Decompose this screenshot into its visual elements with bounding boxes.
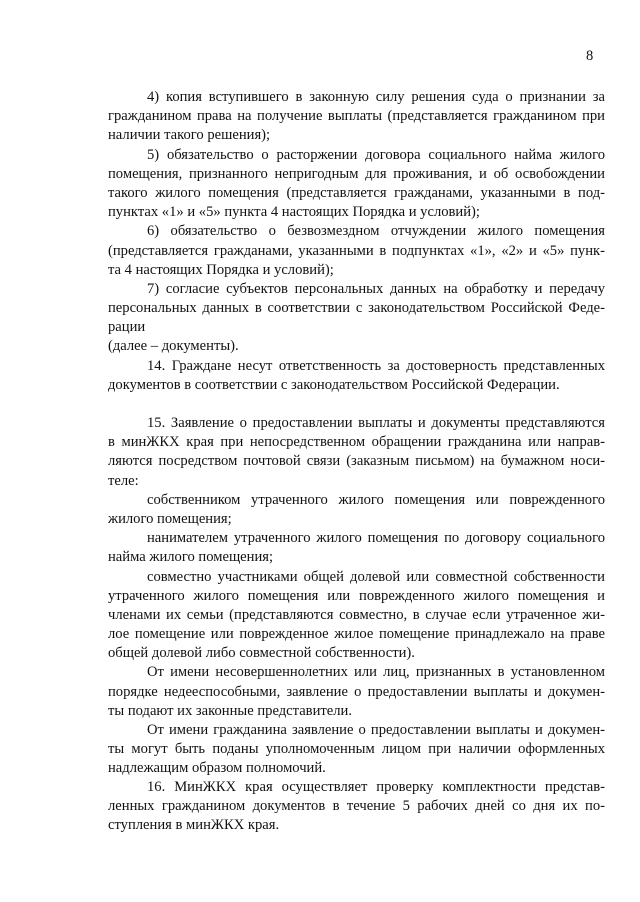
paragraph-16 xyxy=(108,778,605,836)
text-line: ляются посредством почтовой связи (заказным письмом) на бумажном носи- xyxy=(108,453,605,470)
paragraph-15 xyxy=(108,414,605,779)
text-line: (далее – документы). xyxy=(108,338,239,355)
text-line: ленных гражданином документов в течение 5 рабочих дней со дня их по- xyxy=(108,798,605,815)
text-line: документов в соответствии с законодательством Российской Федерации. xyxy=(108,377,560,394)
text-line: собственником утраченного жилого помещения или поврежденного xyxy=(147,491,605,508)
text-line: От имени гражданина заявление о предоставлении выплаты и докумен- xyxy=(147,722,605,738)
text-line: жилого помещения; xyxy=(108,510,232,527)
text-line: надлежащим образом полномочий. xyxy=(108,760,326,777)
text-line: пунктах «1» и «5» пункта 4 настоящих Порядка и условий); xyxy=(108,204,480,221)
text-line: та 4 настоящих Порядка и условий); xyxy=(108,261,334,278)
text-line: 15. Заявление о предоставлении выплаты и документы представляются xyxy=(147,415,605,431)
text-line: общей долевой либо совместной собственности). xyxy=(108,645,415,662)
text-line: 4) копия вступившего в законную силу решения суда о признании за xyxy=(147,89,605,105)
text-line: 6) обязательство о безвозмездном отчуждении жилого помещения xyxy=(147,223,605,240)
text-line: 5) обязательство о расторжении договора социального найма жилого xyxy=(147,146,605,163)
text-line: теле: xyxy=(108,472,139,489)
page-number: 8 xyxy=(586,48,594,64)
paragraph-14 xyxy=(108,357,605,395)
text-line: рации xyxy=(108,319,146,336)
text-line: лое помещение или поврежденное жилое помещение принадлежало на праве xyxy=(108,626,605,643)
text-line: 7) согласие субъектов персональных данных на обработку и передачу xyxy=(147,280,605,297)
text-line: (представляется гражданами, указанными в подпунктах «1», «2» и «5» пунк- xyxy=(108,242,605,259)
text-line: 14. Граждане несут ответственность за достоверность представленных xyxy=(147,358,605,374)
text-line: персональных данных в соответствии с законодательством Российской Феде- xyxy=(108,300,605,317)
text-line: ты могут быть поданы уполномоченным лицом при наличии оформленных xyxy=(108,741,605,758)
text-line: От имени несовершеннолетних или лиц, признанных в установленном xyxy=(147,664,605,681)
text-line: утраченного жилого помещения или поврежденного жилого помещения и xyxy=(108,587,605,604)
text-line: 16. МинЖКХ края осуществляет проверку комплектности представ- xyxy=(147,779,605,795)
text-line: ты подают их законные представители. xyxy=(108,702,352,719)
text-line: нанимателем утраченного жилого помещения по договору социального xyxy=(147,530,605,547)
list-items-block xyxy=(108,88,605,357)
text-line: такого жилого помещения (представляется гражданами, указанными в под- xyxy=(108,184,605,201)
text-line: членами их семьи (представляются совместно, в случае если утраченное жи- xyxy=(108,606,605,623)
text-line: найма жилого помещения; xyxy=(108,549,274,566)
text-line: порядке недееспособными, заявление о предоставлении выплаты и докумен- xyxy=(108,683,605,700)
text-line: помещения, признанного непригодным для проживания, и об освобождении xyxy=(108,165,605,182)
text-line: наличии такого решения); xyxy=(108,127,271,144)
text-line: в минЖКХ края при непосредственном обращении гражданина или направ- xyxy=(108,434,605,451)
text-line: совместно участниками общей долевой или совместной собственности xyxy=(147,568,605,585)
text-line: гражданином права на получение выплаты (представляется гражданином при xyxy=(108,108,605,125)
text-line: ступления в минЖКХ края. xyxy=(108,817,280,834)
